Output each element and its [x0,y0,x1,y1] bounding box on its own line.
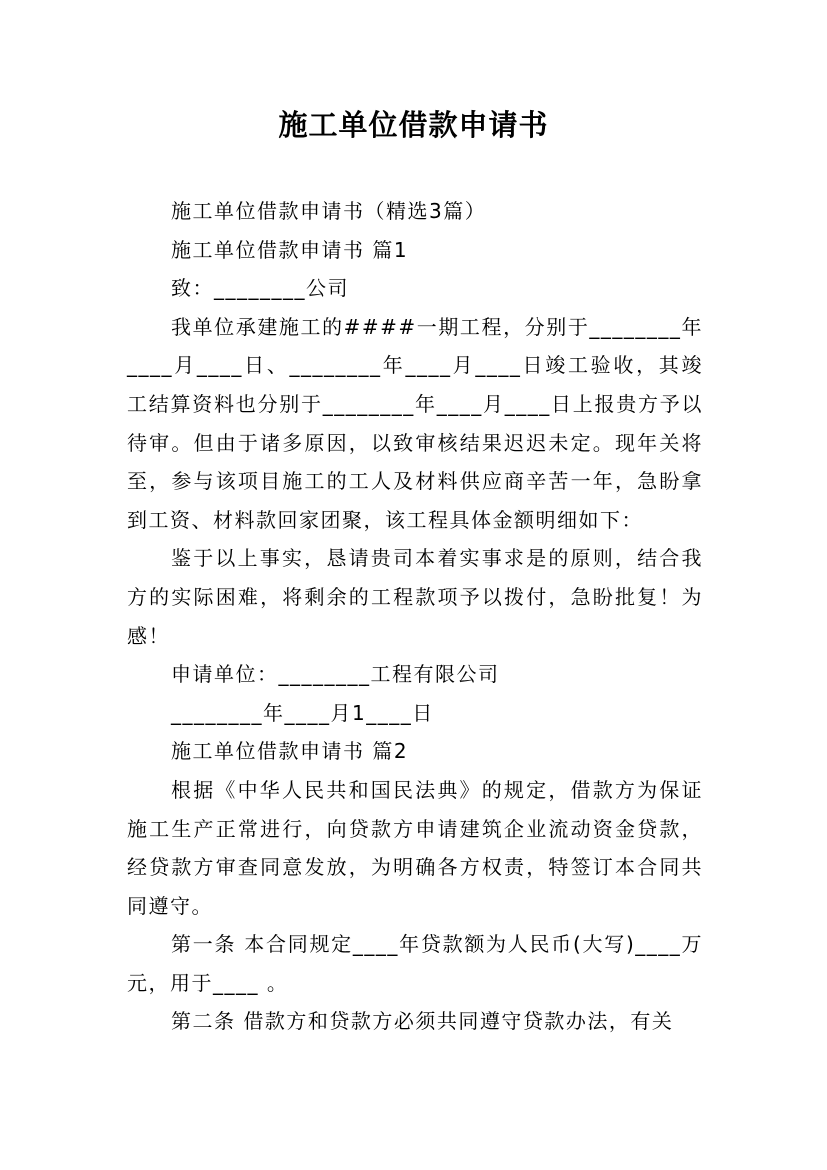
paragraph-article-1: 第一条 本合同规定____年贷款额为人民币(大写)____万元，用于____ 。 [127,932,703,995]
paragraph-applicant: 申请单位：________工程有限公司 [171,662,500,687]
paragraph-section-heading-1: 施工单位借款申请书 篇1 [171,237,409,262]
paragraph-section-heading-2: 施工单位借款申请书 篇2 [171,739,409,764]
paragraph-addressee: 致：________公司 [171,276,349,301]
paragraph-subtitle: 施工单位借款申请书（精选3篇） [171,199,487,223]
paragraph-date: ________年____月1____日 [171,700,434,725]
paragraph-article-2: 第二条 借款方和贷款方必须共同遵守贷款办法，有关 [171,1009,674,1034]
document-title: 施工单位借款申请书 [278,108,549,142]
paragraph-body-1: 我单位承建施工的####一期工程，分别于________年____月____日、________年____月____日竣工验收，其竣工结算资料也分别于________年____月____日上报贵方予以待审。但由于诸多原因，以致审核结果迟迟未定。现年关将至，参与该项目施工的工人及材料供应商辛苦一年，急盼拿到工资、材料款回家团聚，该工程具体金额明细如下： [127,314,703,532]
document-body [127,192,703,1041]
paragraph-body-2: 鉴于以上事实，恳请贵司本着实事求是的原则，结合我方的实际困难，将剩余的工程款项予以拨付，急盼批复！为感！ [127,546,703,648]
paragraph-body-3: 根据《中华人民共和国民法典》的规定，借款方为保证施工生产正常进行，向贷款方申请建筑企业流动资金贷款，经贷款方审查同意发放，为明确各方权责，特签订本合同共同遵守。 [127,777,703,918]
